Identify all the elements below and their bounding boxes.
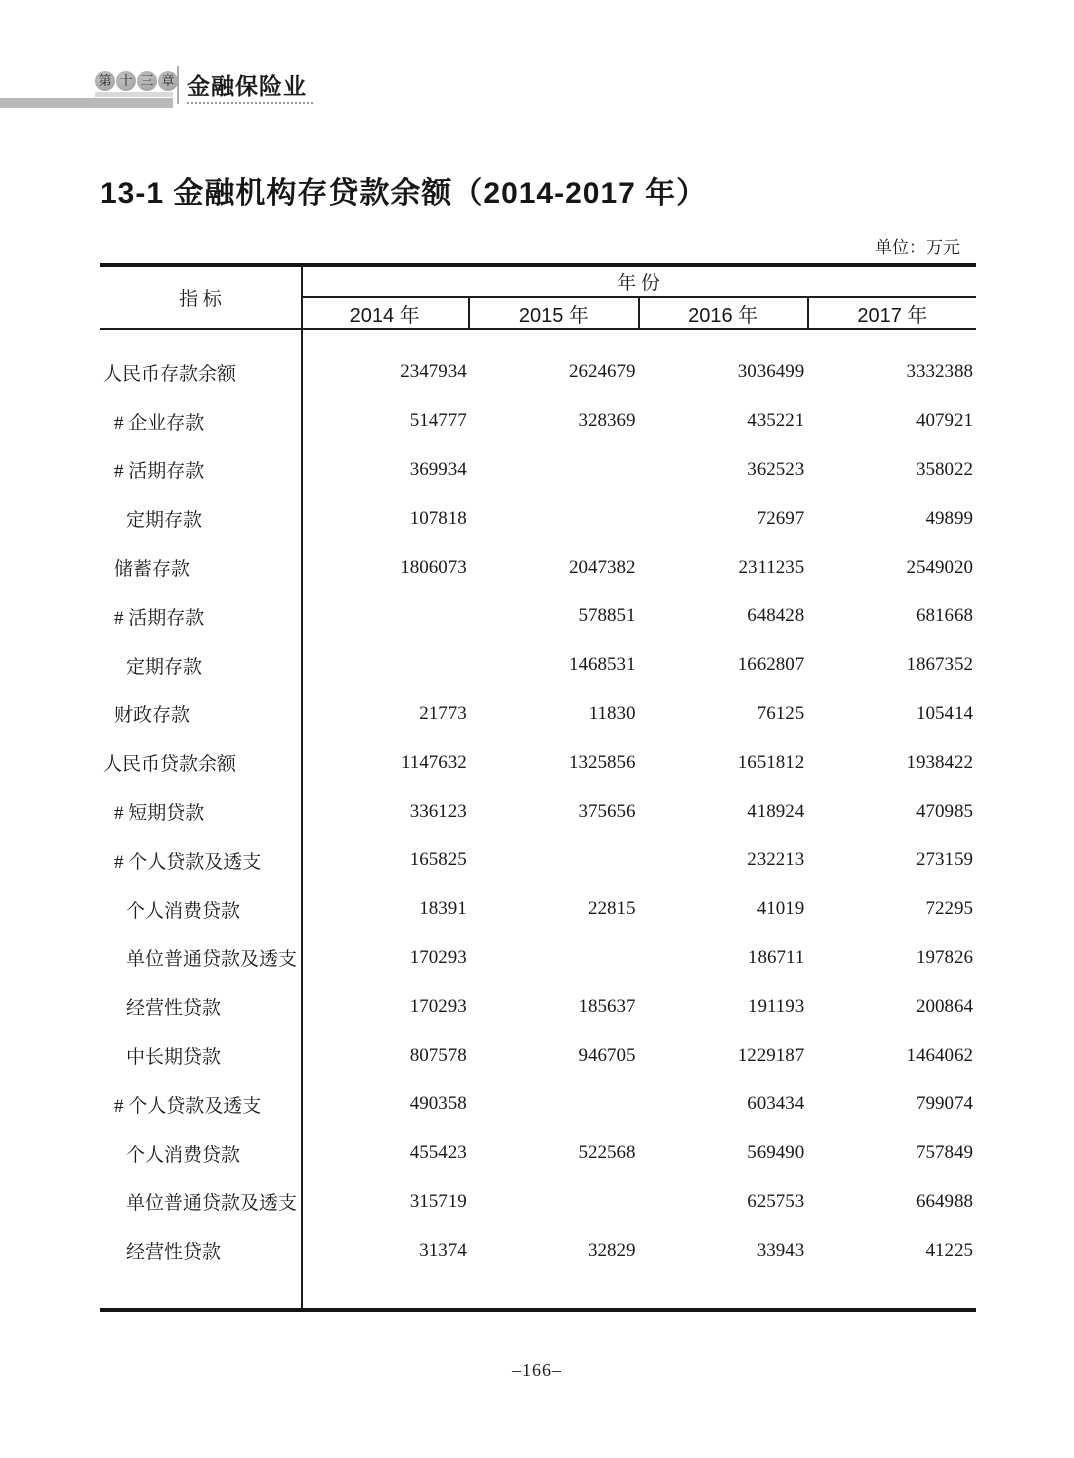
- badge-circle: 十: [116, 71, 136, 91]
- row-indicator-label: 定期存款: [126, 510, 203, 532]
- row-value-cell: 1325856: [569, 751, 636, 773]
- row-value-cell: 664988: [916, 1190, 973, 1212]
- row-indicator-label: 经营性贷款: [126, 1242, 222, 1264]
- row-value-cell: 105414: [916, 702, 973, 724]
- row-value-cell: 603434: [747, 1093, 805, 1115]
- unit-label: 单位：万元: [875, 238, 960, 257]
- row-value-cell: 170293: [409, 995, 467, 1017]
- row-value-cell: 362523: [747, 458, 805, 480]
- row-indicator-label: 个人消费贷款: [126, 900, 241, 922]
- row-indicator-label: 财政存款: [114, 705, 191, 727]
- row-value-cell: 1147632: [400, 751, 467, 773]
- row-value-cell: 2311235: [738, 556, 805, 578]
- table-body: [100, 330, 976, 1308]
- row-value-cell: 1229187: [737, 1044, 805, 1066]
- year-header-row: [301, 298, 976, 328]
- table-row: [100, 592, 976, 641]
- table-row: [100, 738, 976, 787]
- row-value-cell: 3036499: [737, 361, 805, 383]
- table-row: [100, 1226, 976, 1275]
- row-value-cell: 1662807: [737, 654, 805, 676]
- row-value-cell: 490358: [409, 1093, 467, 1115]
- row-value-cell: 273159: [916, 849, 973, 871]
- row-indicator-label: 中长期贷款: [126, 1047, 222, 1069]
- row-value-cell: 72697: [756, 507, 805, 529]
- table-row: [100, 1031, 976, 1080]
- year-header-cell: 2016 年: [638, 298, 807, 328]
- row-value-cell: 2549020: [906, 556, 973, 578]
- table-row: [100, 982, 976, 1031]
- row-indicator-label: 经营性贷款: [126, 998, 222, 1020]
- row-value-cell: 1468531: [569, 654, 636, 676]
- row-value-cell: 186711: [747, 946, 805, 968]
- table-row: [100, 641, 976, 690]
- row-value-cell: 681668: [916, 605, 973, 627]
- row-indicator-label: 单位普通贷款及透支: [126, 949, 298, 971]
- table-row: [100, 885, 976, 934]
- table-row: [100, 397, 976, 446]
- indicator-header-cell: 指 标: [179, 289, 222, 310]
- row-value-cell: 11830: [588, 702, 636, 724]
- row-value-cell: 33943: [756, 1239, 805, 1261]
- chapter-badge: [95, 71, 178, 91]
- row-value-cell: 31374: [419, 1239, 467, 1261]
- table-row: [100, 690, 976, 739]
- table-row: [100, 787, 976, 836]
- row-value-cell: 757849: [916, 1142, 973, 1164]
- year-group-header-cell: 年 份: [301, 267, 976, 298]
- row-value-cell: 197826: [916, 946, 973, 968]
- row-value-cell: 407921: [916, 410, 973, 432]
- row-value-cell: 170293: [409, 946, 467, 968]
- table-header: [100, 267, 976, 330]
- year-header-cell: 2017 年: [807, 298, 976, 328]
- table-row: [100, 446, 976, 495]
- row-value-cell: 578851: [578, 605, 636, 627]
- table-row: [100, 1080, 976, 1129]
- row-value-cell: 328369: [578, 410, 636, 432]
- row-indicator-label: 人民币存款余额: [103, 363, 237, 385]
- row-value-cell: 2047382: [569, 556, 636, 578]
- chapter-title-underline: [187, 102, 313, 104]
- row-value-cell: 72295: [925, 898, 973, 920]
- row-indicator-label: 人民币贷款余额: [103, 754, 237, 776]
- row-value-cell: 799074: [916, 1093, 973, 1115]
- row-value-cell: 3332388: [906, 361, 973, 383]
- row-indicator-label: # 短期贷款: [114, 803, 205, 825]
- row-value-cell: 455423: [409, 1142, 467, 1164]
- row-value-cell: 21773: [419, 702, 467, 724]
- row-value-cell: 185637: [578, 995, 636, 1017]
- table-row: [100, 543, 976, 592]
- table-row: [100, 836, 976, 885]
- table-row: [100, 1129, 976, 1178]
- row-value-cell: 470985: [916, 800, 973, 822]
- table-row: [100, 1178, 976, 1227]
- page-number: –166–: [512, 1360, 562, 1380]
- row-indicator-label: 定期存款: [126, 656, 203, 678]
- row-value-cell: 336123: [409, 800, 467, 822]
- row-value-cell: 358022: [916, 458, 973, 480]
- running-head: [0, 66, 1074, 116]
- row-value-cell: 418924: [747, 800, 805, 822]
- page-title: 13-1 金融机构存贷款余额（2014-2017 年）: [100, 177, 708, 210]
- row-value-cell: 165825: [409, 849, 467, 871]
- row-indicator-label: 单位普通贷款及透支: [126, 1193, 298, 1215]
- table-row: [100, 494, 976, 543]
- row-value-cell: 625753: [747, 1190, 805, 1212]
- row-value-cell: 1867352: [906, 654, 973, 676]
- data-table: [100, 263, 976, 1312]
- row-indicator-label: # 个人贷款及透支: [114, 851, 262, 873]
- row-value-cell: 2624679: [569, 361, 636, 383]
- row-value-cell: 41019: [756, 898, 805, 920]
- row-value-cell: 369934: [409, 458, 467, 480]
- row-value-cell: 2347934: [400, 361, 467, 383]
- row-indicator-label: # 活期存款: [114, 461, 205, 483]
- row-indicator-label: 储蓄存款: [114, 559, 191, 581]
- row-value-cell: 315719: [409, 1190, 467, 1212]
- row-value-cell: 191193: [747, 995, 805, 1017]
- badge-circle: 章: [158, 71, 178, 91]
- badge-circle: 第: [95, 71, 115, 91]
- year-header-cell: 2015 年: [468, 298, 637, 328]
- row-value-cell: 41225: [925, 1239, 973, 1261]
- row-indicator-label: 个人消费贷款: [126, 1144, 241, 1166]
- row-value-cell: 18391: [419, 898, 467, 920]
- row-value-cell: 522568: [578, 1142, 636, 1164]
- row-indicator-label: # 活期存款: [114, 607, 205, 629]
- table-row: [100, 348, 976, 397]
- header-gray-bar: [0, 98, 173, 108]
- row-value-cell: 435221: [747, 410, 805, 432]
- row-value-cell: 1806073: [400, 556, 467, 578]
- row-value-cell: 22815: [588, 898, 636, 920]
- row-value-cell: 49899: [925, 507, 973, 529]
- badge-circle: 三: [137, 71, 157, 91]
- header-vertical-divider: [177, 66, 179, 104]
- year-header-cell: 2014 年: [349, 304, 420, 327]
- row-value-cell: 107818: [409, 507, 467, 529]
- row-value-cell: 807578: [409, 1044, 467, 1066]
- row-value-cell: 32829: [588, 1239, 636, 1261]
- chapter-title: 金融保险业: [187, 73, 307, 99]
- row-value-cell: 946705: [578, 1044, 636, 1066]
- row-value-cell: 1464062: [906, 1044, 973, 1066]
- row-indicator-label: # 个人贷款及透支: [114, 1095, 262, 1117]
- row-value-cell: 375656: [578, 800, 636, 822]
- row-value-cell: 1938422: [906, 751, 973, 773]
- header-bar-shadow: [95, 92, 173, 97]
- row-value-cell: 648428: [747, 605, 805, 627]
- row-value-cell: 200864: [916, 995, 973, 1017]
- row-value-cell: 76125: [756, 702, 805, 724]
- year-header-region: [301, 267, 976, 328]
- row-value-cell: 232213: [747, 849, 805, 871]
- table-row: [100, 934, 976, 983]
- row-value-cell: 569490: [747, 1142, 805, 1164]
- row-value-cell: 1651812: [737, 751, 805, 773]
- row-value-cell: 514777: [409, 410, 467, 432]
- row-indicator-label: # 企业存款: [114, 412, 205, 434]
